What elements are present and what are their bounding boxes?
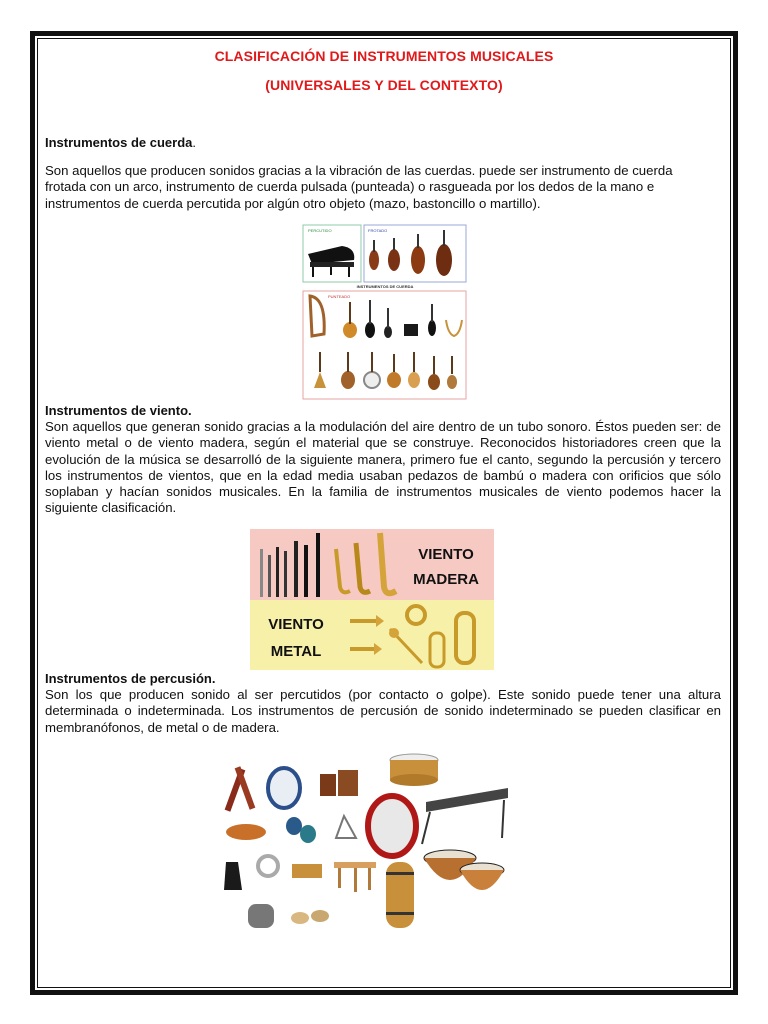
timpani-icon (424, 850, 504, 890)
heading-cuerda (45, 135, 196, 150)
figure-caption-cuerda: INSTRUMENTOS DE CUERDA (356, 284, 414, 289)
heading-cuerda-text: Instrumentos de cuerda (45, 135, 193, 150)
xylophone-icon (422, 788, 508, 844)
oboe-icon (276, 547, 279, 597)
wood-block-icon (292, 864, 322, 878)
clarinet-bass-icon (316, 533, 320, 597)
heading-percusion: Instrumentos de percusión. (45, 671, 216, 686)
label-viento-metal-1: VIENTO (268, 616, 324, 633)
maracas-icon (226, 817, 316, 843)
document-subtitle: (UNIVERSALES Y DEL CONTEXTO) (265, 77, 503, 93)
figure-percussion-instruments (216, 752, 512, 936)
claves-icon (225, 766, 256, 811)
clarinet-icon (304, 545, 308, 597)
paragraph-cuerda-line: Son aquellos que producen sonidos gracias a la vibración de las cuerdas. puede ser instrumento de cuerda (45, 163, 673, 178)
shaker-ring-icon (258, 856, 278, 876)
label-percutido: PERCUTIDO (308, 228, 332, 233)
paragraph-cuerda-line: instrumentos de cuerda percutida por algún otro objeto (mazo, bastoncillo o martillo). (45, 195, 541, 211)
document-title: CLASIFICACIÓN DE INSTRUMENTOS MUSICALES (214, 48, 554, 64)
bass-drum-icon (368, 796, 416, 856)
bongos-icon (320, 770, 358, 796)
agogo-icon (334, 862, 376, 892)
label-frotado: FROTADO (368, 228, 388, 233)
figure-wind-instruments (250, 529, 494, 670)
flute-icon (260, 549, 263, 597)
paragraph-viento: Son aquellos que generan sonido gracias a la modulación del aire dentro de un tubo sonoro. Éstos pueden ser: de viento metal o de viento madera, según el material que se construye. Reconocidos historiadores creen que la evolución de la música se desarrolló de la siguiente manera, primero fue el canto, segundo la percusión y tercero los instrumentos de vientos, que en la edad media usaban pedazos de bambú o madera con orificios que sólo soplaban y hacían sonidos musicales. En la familia de instrumentos musicales de viento podemos hacer la siguiente clasificación. (45, 419, 721, 516)
label-viento-madera-1: VIENTO (418, 546, 474, 563)
bassoon-icon (294, 541, 298, 597)
label-viento-madera-2: MADERA (413, 571, 479, 588)
tambourine-icon (268, 768, 300, 808)
label-punteado: PUNTEADO (328, 294, 351, 299)
heading-viento: Instrumentos de viento. (45, 403, 192, 418)
conga-icon (386, 862, 414, 928)
heading-cuerda-period: . (192, 135, 196, 150)
castanets-icon (291, 910, 329, 924)
paragraph-percusion: Son los que producen sonido al ser percutidos (por contacto o golpe). Este sonido puede tener una altura determinada o indeterminada. Los instrumentos de percusión de sonido indeterminado se pueden clasificar en membranófonos, de metal o de madera. (45, 687, 721, 735)
piccolo-icon (268, 555, 271, 597)
recorder-icon (284, 551, 287, 597)
paragraph-cuerda-line: frotada con un arco, instrumento de cuerda pulsada (punteada) o rasgueada por los dedos de la mano e (45, 179, 655, 195)
guiro-icon (248, 904, 274, 928)
triangle-icon (336, 816, 356, 838)
cowbell-icon (224, 862, 242, 890)
paragraph-cuerda (45, 163, 721, 212)
label-viento-metal-2: METAL (270, 643, 322, 660)
figure-string-instruments (302, 224, 468, 400)
amplifier-icon (404, 324, 418, 336)
snare-drum-icon (390, 754, 438, 786)
